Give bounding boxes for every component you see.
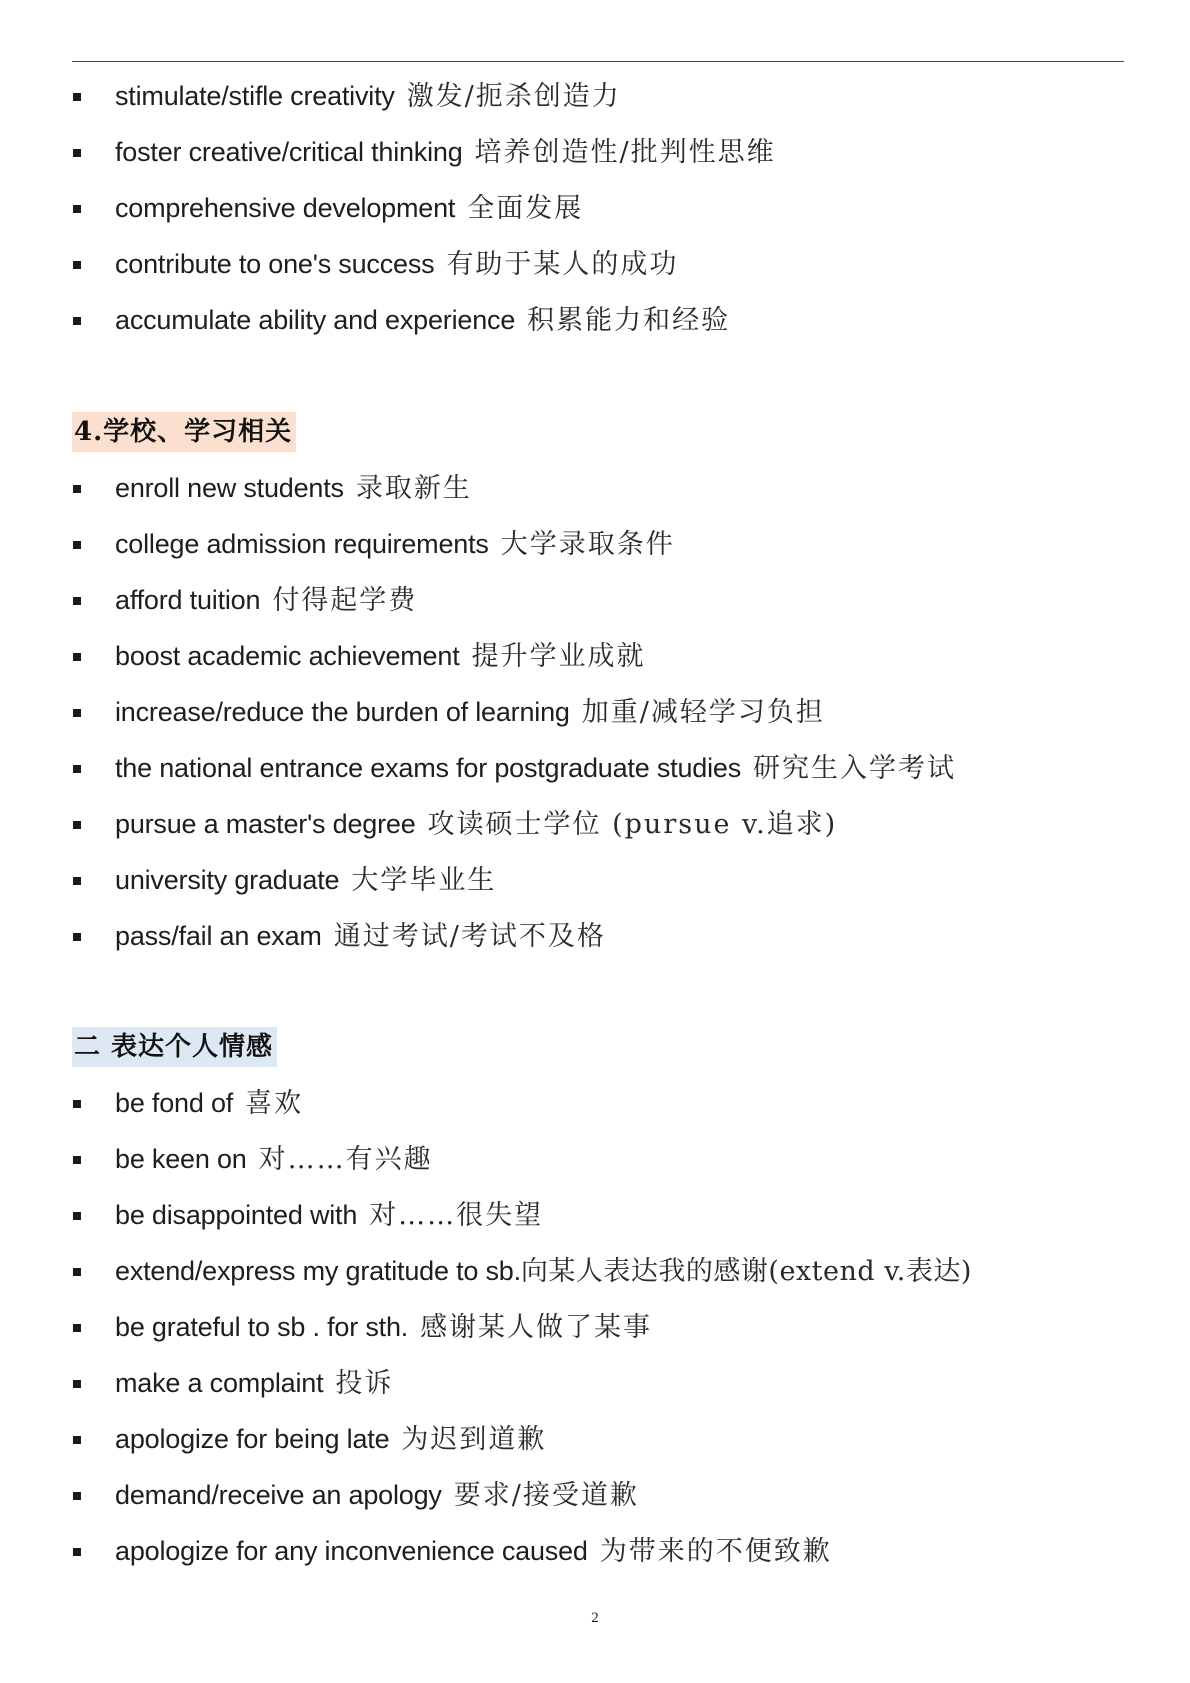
term-en: accumulate ability and experience: [115, 305, 516, 335]
header-rule: [72, 61, 1124, 62]
term-zh: 大学毕业生: [351, 865, 497, 896]
list-item: [0, 804, 1190, 844]
list-item: [0, 692, 1190, 732]
list-item: [0, 1251, 1190, 1291]
term-en: make a complaint: [115, 1368, 324, 1398]
square-bullet-icon: [73, 1100, 81, 1108]
list-item: [0, 1307, 1190, 1347]
section-heading-emotions: 二 表达个人情感: [72, 1027, 277, 1067]
term-en: pursue a master's degree: [115, 809, 416, 839]
term-zh: 要求/接受道歉: [453, 1480, 639, 1511]
term-zh: 提升学业成就: [471, 641, 646, 672]
term-en: university graduate: [115, 865, 340, 895]
page-number: 2: [591, 1610, 599, 1626]
square-bullet-icon: [73, 1212, 81, 1220]
term-zh: 攻读硕士学位 (pursue v.追求): [427, 809, 838, 840]
term-en: be grateful to sb . for sth.: [115, 1312, 409, 1342]
term-zh: 付得起学费: [272, 585, 418, 616]
term-zh: 激发/扼杀创造力: [406, 81, 621, 112]
square-bullet-icon: [73, 1156, 81, 1164]
term-zh: 录取新生: [355, 473, 472, 504]
list-item: [0, 580, 1190, 620]
list-item: [0, 76, 1190, 116]
term-zh: 加重/减轻学习负担: [581, 697, 825, 728]
list-item: [0, 1195, 1190, 1235]
term-en: the national entrance exams for postgraduate studies: [115, 753, 741, 783]
term-zh: 向某人表达我的感谢(extend v.表达): [520, 1256, 972, 1287]
term-en: be keen on: [115, 1144, 247, 1174]
list-item: [0, 1139, 1190, 1179]
term-en: comprehensive development: [115, 193, 456, 223]
list-item: [0, 468, 1190, 508]
list-item: [0, 244, 1190, 284]
term-en: be fond of: [115, 1088, 234, 1118]
term-zh: 为带来的不便致歉: [599, 1536, 832, 1567]
term-zh: 有助于某人的成功: [446, 249, 679, 280]
term-en: afford tuition: [115, 585, 261, 615]
list-item: [0, 636, 1190, 676]
square-bullet-icon: [73, 597, 81, 605]
list-item: [0, 1475, 1190, 1515]
square-bullet-icon: [73, 877, 81, 885]
term-en: foster creative/critical thinking: [115, 137, 463, 167]
square-bullet-icon: [73, 149, 81, 157]
square-bullet-icon: [73, 1380, 81, 1388]
term-en: apologize for any inconvenience caused: [115, 1536, 588, 1566]
term-zh: 培养创造性/批判性思维: [474, 137, 776, 168]
term-zh: 为迟到道歉: [401, 1424, 547, 1455]
term-en: demand/receive an apology: [115, 1480, 442, 1510]
term-zh: 研究生入学考试: [753, 753, 956, 784]
term-zh: 通过考试/考试不及格: [333, 921, 606, 952]
square-bullet-icon: [73, 261, 81, 269]
list-item: [0, 1083, 1190, 1123]
square-bullet-icon: [73, 1268, 81, 1276]
square-bullet-icon: [73, 709, 81, 717]
square-bullet-icon: [73, 933, 81, 941]
list-item: [0, 1363, 1190, 1403]
square-bullet-icon: [73, 653, 81, 661]
square-bullet-icon: [73, 1436, 81, 1444]
square-bullet-icon: [73, 205, 81, 213]
term-zh: 喜欢: [245, 1088, 304, 1119]
list-item: [0, 748, 1190, 788]
list-item: [0, 860, 1190, 900]
list-item: [0, 524, 1190, 564]
square-bullet-icon: [73, 821, 81, 829]
square-bullet-icon: [73, 1324, 81, 1332]
term-zh: 全面发展: [467, 193, 584, 224]
list-item: [0, 132, 1190, 172]
term-en: pass/fail an exam: [115, 921, 322, 951]
list-item: [0, 1531, 1190, 1571]
term-en: college admission requirements: [115, 529, 489, 559]
list-item: [0, 300, 1190, 340]
square-bullet-icon: [73, 765, 81, 773]
square-bullet-icon: [73, 93, 81, 101]
term-zh: 大学录取条件: [500, 529, 675, 560]
term-en: boost academic achievement: [115, 641, 460, 671]
square-bullet-icon: [73, 1548, 81, 1556]
term-en: increase/reduce the burden of learning: [115, 697, 570, 727]
term-en: stimulate/stifle creativity: [115, 81, 395, 111]
term-zh: 对……有兴趣: [258, 1144, 433, 1175]
term-en: enroll new students: [115, 473, 344, 503]
list-item: [0, 1419, 1190, 1459]
term-zh: 感谢某人做了某事: [420, 1312, 653, 1343]
term-zh: 投诉: [335, 1368, 394, 1399]
term-zh: 积累能力和经验: [527, 305, 731, 336]
term-en: apologize for being late: [115, 1424, 390, 1454]
square-bullet-icon: [73, 317, 81, 325]
square-bullet-icon: [73, 485, 81, 493]
square-bullet-icon: [73, 541, 81, 549]
term-en: extend/express my gratitude to sb.: [115, 1256, 521, 1286]
term-en: be disappointed with: [115, 1200, 358, 1230]
term-zh: 对……很失望: [369, 1200, 544, 1231]
section-heading-school: 4.学校、学习相关: [72, 412, 296, 452]
square-bullet-icon: [73, 1492, 81, 1500]
term-en: contribute to one's success: [115, 249, 435, 279]
list-item: [0, 916, 1190, 956]
list-item: [0, 188, 1190, 228]
